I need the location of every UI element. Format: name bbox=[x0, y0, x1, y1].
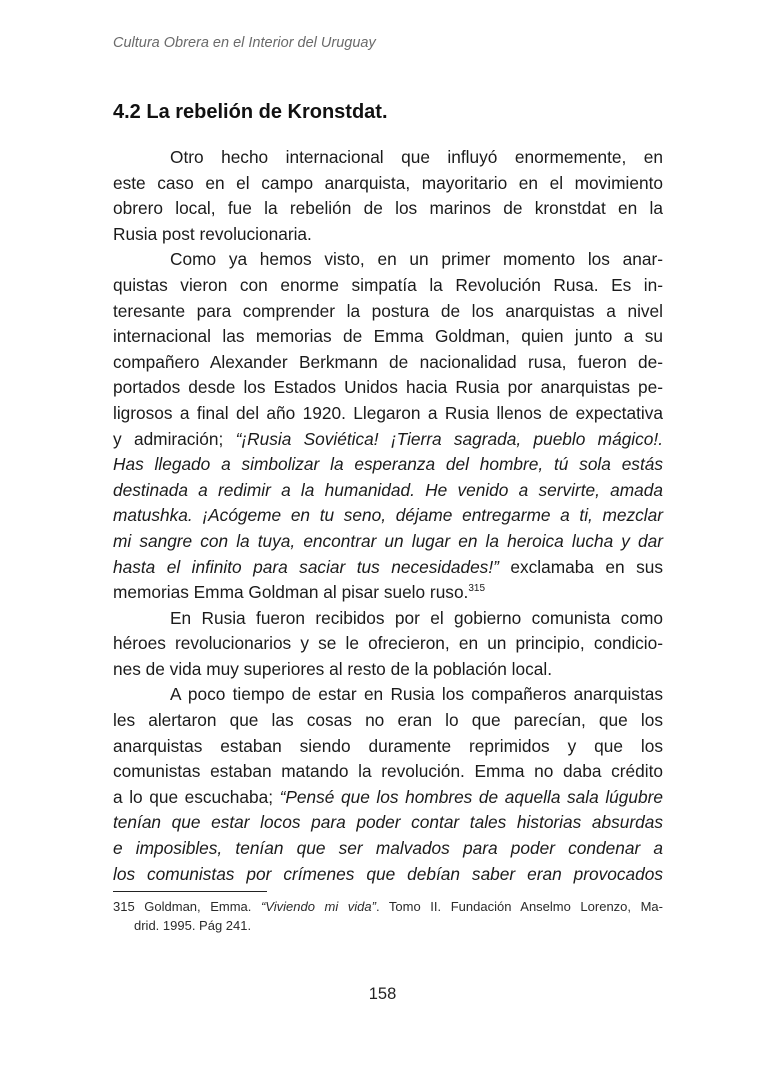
footnote-details: . Tomo II. Fundación Anselmo Lorenzo, Ma- bbox=[375, 899, 663, 914]
quote-text: “Pensé que los hombres de aquella sala lúgubre bbox=[279, 786, 663, 807]
quote-text: hasta el infinito para saciar tus necesidades!” bbox=[113, 556, 499, 577]
text-line: este caso en el campo anarquista, mayoritario en el movimiento bbox=[113, 172, 663, 193]
section-title: 4.2 La rebelión de Kronstdat. bbox=[113, 101, 388, 123]
text-run: y admiración; bbox=[113, 428, 236, 449]
quote-line: matushka. ¡Acógeme en tu seno, déjame entregarme a ti, mezclar bbox=[113, 505, 663, 526]
footnote-line: drid. 1995. Pág 241. bbox=[134, 918, 252, 933]
text-run: memorias Emma Goldman al pisar suelo ruso. bbox=[113, 582, 469, 603]
text-line bbox=[113, 427, 663, 453]
quote-line: Has llegado a simbolizar la esperanza del hombre, tú sola estás bbox=[113, 454, 663, 475]
text-line bbox=[113, 580, 663, 606]
text-line: comunistas estaban matando la revolución. Emma no daba crédito bbox=[113, 761, 663, 782]
text-line: Otro hecho internacional que influyó enormemente, en bbox=[170, 147, 663, 167]
text-run: a lo que escuchaba; bbox=[113, 786, 280, 807]
text-line: quistas vieron con enorme simpatía la Revolución Rusa. Es in- bbox=[113, 274, 663, 295]
text-line: teresante para comprender la postura de los anarquistas a nivel bbox=[113, 300, 663, 321]
text-line bbox=[113, 555, 663, 581]
text-line: obrero local, fue la rebelión de los marinos de kronstdat en la bbox=[113, 198, 663, 219]
body-text bbox=[113, 145, 663, 887]
text-line: internacional las memorias de Emma Goldman, quien junto a su bbox=[113, 326, 663, 347]
text-line: A poco tiempo de estar en Rusia los compañeros anarquistas bbox=[170, 684, 663, 705]
text-line: Como ya hemos visto, en un primer momento los anar- bbox=[170, 249, 663, 270]
quote-text: “¡Rusia Soviética! ¡Tierra sagrada, pueblo mágico!. bbox=[235, 428, 663, 449]
quote-line: e imposibles, tenían que ser malvados para poder condenar a bbox=[113, 838, 663, 859]
paragraph-2 bbox=[113, 247, 663, 605]
text-run: exclamaba en sus bbox=[498, 556, 663, 577]
text-line: compañero Alexander Berkmann de nacionalidad rusa, fueron de- bbox=[113, 351, 663, 372]
footnote-number: 315 bbox=[113, 899, 135, 914]
paragraph-1 bbox=[113, 145, 663, 247]
footnote-author: Goldman, Emma. bbox=[134, 899, 261, 914]
quote-line: los comunistas por crímenes que debían saber eran provocados bbox=[113, 863, 663, 884]
text-line: ligrosos a final del año 1920. Llegaron a Rusia llenos de expectativa bbox=[113, 402, 663, 423]
text-line: héroes revolucionarios y se le ofrecieron, en un principio, condicio- bbox=[113, 633, 663, 654]
running-header: Cultura Obrera en el Interior del Uruguay bbox=[113, 35, 376, 51]
footnote-line bbox=[113, 897, 663, 916]
footnote-divider bbox=[113, 891, 267, 892]
quote-line: destinada a redimir a la humanidad. He venido a servirte, amada bbox=[113, 479, 663, 500]
paragraph-4 bbox=[113, 682, 663, 887]
text-line: anarquistas estaban siendo duramente reprimidos y que los bbox=[113, 735, 663, 756]
footnote bbox=[113, 897, 663, 935]
footnote-book-title: “Viviendo mi vida” bbox=[260, 899, 376, 914]
footnote-reference: 315 bbox=[468, 583, 486, 595]
text-line: En Rusia fueron recibidos por el gobierno comunista como bbox=[170, 607, 663, 628]
quote-line: tenían que estar locos para poder contar tales historias absurdas bbox=[113, 812, 663, 833]
text-line: nes de vida muy superiores al resto de la población local. bbox=[113, 658, 553, 679]
page-number: 158 bbox=[368, 985, 397, 1003]
text-line: les alertaron que las cosas no eran lo que parecían, que los bbox=[113, 710, 663, 731]
text-line: Rusia post revolucionaria. bbox=[113, 223, 312, 244]
quote-line: mi sangre con la tuya, encontrar un lugar en la heroica lucha y dar bbox=[113, 530, 663, 551]
text-line: portados desde los Estados Unidos hacia Rusia por anarquistas pe- bbox=[113, 377, 663, 398]
text-line bbox=[113, 785, 663, 811]
paragraph-3 bbox=[113, 606, 663, 683]
